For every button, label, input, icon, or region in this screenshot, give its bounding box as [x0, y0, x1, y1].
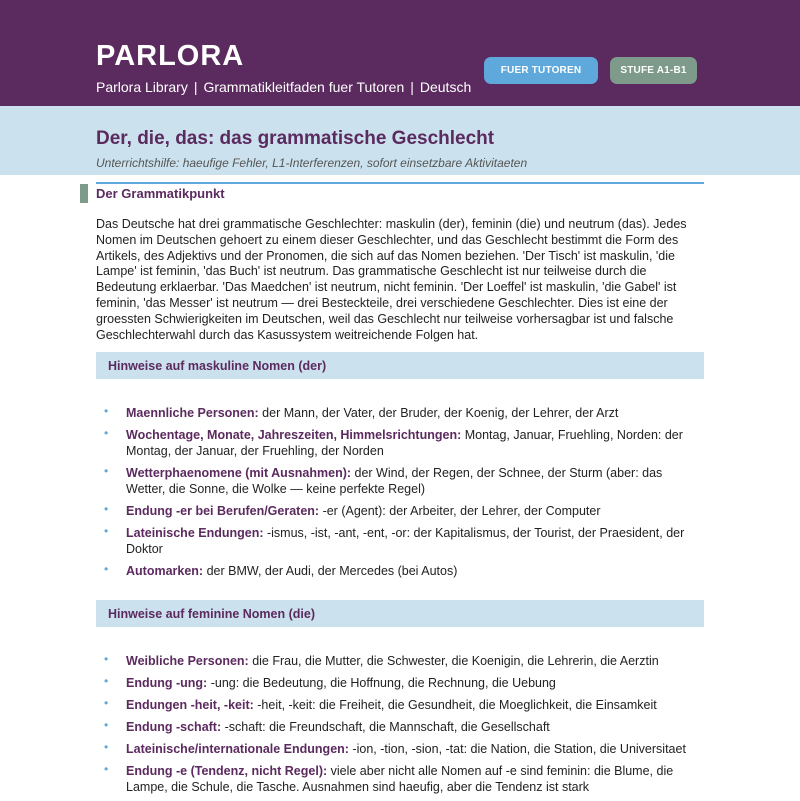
- breadcrumb-separator: |: [410, 79, 414, 95]
- list-item: [96, 563, 704, 579]
- list-item: [96, 525, 704, 557]
- rule-text: -er (Agent): der Arbeiter, der Lehrer, der Computer: [319, 504, 601, 518]
- rule-term: Endung -schaft:: [126, 720, 222, 734]
- feminine-rules-list: [96, 653, 704, 801]
- breadcrumb-separator: |: [193, 79, 198, 95]
- bullet-icon: •: [104, 762, 109, 776]
- section-divider: [96, 182, 704, 184]
- list-item: [96, 503, 704, 519]
- bullet-icon: •: [104, 502, 109, 516]
- bullet-icon: •: [104, 426, 109, 440]
- rule-text: der BMW, der Audi, der Mercedes (bei Autos): [203, 564, 458, 578]
- list-item: [96, 741, 704, 757]
- list-item: [96, 465, 704, 497]
- site-header: [0, 0, 800, 106]
- list-item: [96, 427, 704, 459]
- rule-term: Maennliche Personen:: [126, 406, 259, 420]
- rule-term: Endungen -heit, -keit:: [126, 698, 254, 712]
- intro-paragraph: Das Deutsche hat drei grammatische Geschlechter: maskulin (der), feminin (die) und neutrum (das). Jedes Nomen im Deutschen gehoert zu einem dieser Geschlechter, und das Geschlecht bestimmt die Form des Artikels, des Adjektivs und der Pronomen, die sich auf das Nomen beziehen. 'Der Tisch' ist maskulin, 'die Lampe' ist feminin, 'das Buch' ist neutrum. Das grammatische Geschlecht ist nur teilweise durch die Bedeutung erklaerbar. 'Das Maedchen' ist neutrum, nicht feminin. 'Der Loeffel' ist maskulin, 'die Gabel' ist feminin, 'das Messer' ist neutrum — drei Besteckteile, drei verschiedene Geschlechter. Dies ist eine der groessten Schwierigkeiten im Deutschen, weil das Geschlecht nur teilweise vorhersagbar ist und falsche Geschlechterwahl durch das Kasussystem weitreichende Folgen hat.: [96, 217, 687, 342]
- section-title: Der Grammatikpunkt: [96, 186, 225, 201]
- level-badge: STUFE A1-B1: [610, 57, 697, 84]
- breadcrumb-item-library[interactable]: Parlora Library: [96, 79, 188, 95]
- bullet-icon: •: [104, 652, 109, 666]
- bullet-icon: •: [104, 464, 109, 478]
- masculine-rules-list: [96, 405, 704, 585]
- rule-text: -ismus, -ist, -ant, -ent, -or: der Kapitalismus, der Tourist, der Praesident, der Doktor: [126, 526, 685, 556]
- rule-text: der Mann, der Vater, der Bruder, der Koenig, der Lehrer, der Arzt: [258, 406, 619, 420]
- bullet-icon: •: [104, 404, 109, 418]
- list-item: [96, 405, 704, 421]
- rule-term: Wochentage, Monate, Jahreszeiten, Himmelsrichtungen:: [126, 428, 462, 442]
- page-subtitle: Unterrichtshilfe: haeufige Fehler, L1-Interferenzen, sofort einsetzbare Aktivitaeten: [96, 156, 528, 170]
- rule-term: Wetterphaenomene (mit Ausnahmen):: [126, 466, 352, 480]
- rule-term: Endung -er bei Berufen/Geraten:: [126, 504, 320, 518]
- section-marker: [80, 184, 88, 203]
- rule-text: Montag, Januar, Fruehling, Norden: der Montag, der Januar, der Fruehling, der Norden: [126, 428, 683, 458]
- brand-logo[interactable]: PARLORA: [96, 40, 245, 72]
- bullet-icon: •: [104, 562, 109, 576]
- rule-term: Weibliche Personen:: [126, 654, 249, 668]
- rule-term: Automarken:: [126, 564, 204, 578]
- list-item: [96, 653, 704, 669]
- audience-badge: FUER TUTOREN: [484, 57, 598, 84]
- masculine-heading-band: [96, 352, 704, 379]
- list-item: [96, 719, 704, 735]
- rule-text: -ion, -tion, -sion, -tat: die Nation, die Station, die Universitaet: [348, 742, 686, 756]
- rule-text: -ung: die Bedeutung, die Hoffnung, die Rechnung, die Uebung: [207, 676, 556, 690]
- list-item: [96, 763, 704, 795]
- rule-text: -schaft: die Freundschaft, die Mannschaft, die Gesellschaft: [221, 720, 550, 734]
- rule-term: Endung -ung:: [126, 676, 208, 690]
- page-title: Der, die, das: das grammatische Geschlecht: [96, 128, 495, 149]
- bullet-icon: •: [104, 524, 109, 538]
- rule-term: Lateinische Endungen:: [126, 526, 264, 540]
- rule-text: die Frau, die Mutter, die Schwester, die Koenigin, die Lehrerin, die Aerztin: [248, 654, 659, 668]
- bullet-icon: •: [104, 696, 109, 710]
- rule-term: Endung -e (Tendenz, nicht Regel):: [126, 764, 328, 778]
- bullet-icon: •: [104, 718, 109, 732]
- rule-text: viele aber nicht alle Nomen auf -e sind feminin: die Blume, die Lampe, die Schule, die Tasche. Ausnahmen sind haeufig, aber die Tendenz ist stark: [126, 764, 674, 794]
- masculine-heading: Hinweise auf maskuline Nomen (der): [108, 359, 327, 373]
- feminine-heading: Hinweise auf feminine Nomen (die): [108, 607, 315, 621]
- breadcrumb: [96, 79, 471, 95]
- breadcrumb-item-guide[interactable]: Grammatikleitfaden fuer Tutoren: [203, 79, 405, 95]
- bullet-icon: •: [104, 674, 109, 688]
- bullet-icon: •: [104, 740, 109, 754]
- rule-text: der Wind, der Regen, der Schnee, der Sturm (aber: das Wetter, die Sonne, die Wolke — keine perfekte Regel): [126, 466, 663, 496]
- list-item: [96, 697, 704, 713]
- rule-text: -heit, -keit: die Freiheit, die Gesundheit, die Moeglichkeit, die Einsamkeit: [253, 698, 657, 712]
- list-item: [96, 675, 704, 691]
- feminine-heading-band: [96, 600, 704, 627]
- rule-term: Lateinische/internationale Endungen:: [126, 742, 349, 756]
- breadcrumb-item-language[interactable]: Deutsch: [419, 79, 472, 95]
